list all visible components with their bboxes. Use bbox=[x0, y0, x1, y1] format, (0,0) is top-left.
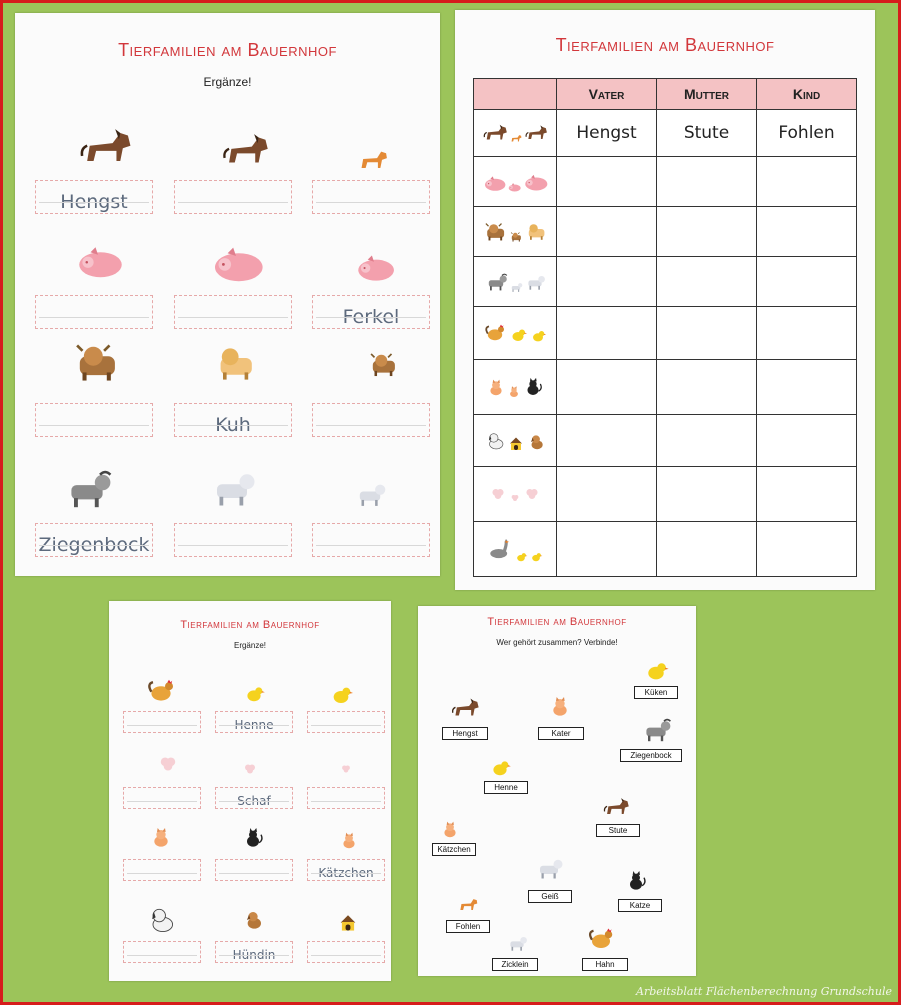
table-cell[interactable] bbox=[757, 360, 857, 415]
worksheet-title: Tierfamilien am Bauernhof bbox=[487, 616, 627, 628]
cow-icon bbox=[211, 341, 259, 387]
table-cell[interactable] bbox=[557, 157, 657, 207]
tomcat-icon bbox=[149, 823, 173, 853]
table-header-corner bbox=[474, 79, 557, 110]
sheep-icon bbox=[241, 761, 259, 777]
worksheet-verbinde bbox=[418, 606, 696, 976]
answer-field[interactable] bbox=[312, 523, 430, 557]
table-row bbox=[474, 360, 857, 415]
table-cell[interactable] bbox=[757, 415, 857, 467]
horse-icon bbox=[77, 119, 133, 175]
label-henne[interactable]: Henne bbox=[484, 781, 528, 794]
table-cell[interactable]: Hengst bbox=[557, 110, 657, 157]
table-row bbox=[474, 207, 857, 257]
goat-icon bbox=[534, 852, 564, 884]
tomcat-icon bbox=[548, 692, 572, 722]
label-kaetzchen[interactable]: Kätzchen bbox=[432, 843, 476, 856]
lamb-icon bbox=[339, 763, 353, 775]
chick-icon bbox=[325, 685, 357, 705]
table-cell[interactable] bbox=[757, 157, 857, 207]
label-hengst[interactable]: Hengst bbox=[442, 727, 488, 740]
worksheet-instruction: Ergänze! bbox=[203, 75, 252, 89]
answer-field[interactable] bbox=[123, 711, 201, 733]
table-cell[interactable] bbox=[557, 307, 657, 360]
foal-icon bbox=[456, 892, 480, 916]
footer-caption: Arbeitsblatt Flächenberechnung Grundschule bbox=[636, 985, 892, 998]
worksheet-instruction: Ergänze! bbox=[233, 641, 267, 650]
label-kater[interactable]: Kater bbox=[538, 727, 584, 740]
dog-family-icon bbox=[474, 415, 557, 467]
label-zicklein[interactable]: Zicklein bbox=[492, 958, 538, 971]
answer-field[interactable] bbox=[307, 941, 385, 963]
answer-field[interactable]: Kätzchen bbox=[307, 859, 385, 881]
table-cell[interactable] bbox=[657, 307, 757, 360]
answer-field[interactable]: Kuh bbox=[174, 403, 292, 437]
goat-family-icon bbox=[474, 257, 557, 307]
pig-icon bbox=[73, 241, 123, 281]
table-cell[interactable] bbox=[557, 415, 657, 467]
worksheet-table bbox=[455, 10, 875, 590]
label-hahn[interactable]: Hahn bbox=[582, 958, 628, 971]
hen-icon bbox=[242, 683, 266, 705]
horse-icon bbox=[450, 692, 480, 724]
kid-goat-icon bbox=[353, 477, 387, 511]
worksheet-title: Tierfamilien am Bauernhof bbox=[118, 40, 337, 60]
table-cell[interactable] bbox=[657, 157, 757, 207]
cat-icon bbox=[241, 823, 265, 853]
worksheet-title: Tierfamilien am Bauernhof bbox=[180, 619, 320, 631]
table-cell[interactable] bbox=[557, 257, 657, 307]
table-cell[interactable] bbox=[757, 467, 857, 522]
goose-family-icon bbox=[474, 522, 557, 577]
table-row bbox=[474, 110, 857, 157]
hen-icon bbox=[488, 758, 512, 778]
worksheet-title: Tierfamilien am Bauernhof bbox=[555, 35, 775, 55]
kitten-icon bbox=[339, 829, 359, 853]
chicken-family-icon bbox=[474, 307, 557, 360]
horse-icon bbox=[220, 125, 270, 175]
pig-icon bbox=[208, 241, 264, 285]
table-row bbox=[474, 415, 857, 467]
table-row bbox=[474, 467, 857, 522]
chick-icon bbox=[642, 660, 670, 682]
table-cell[interactable] bbox=[657, 522, 757, 577]
worksheet-ergaenze-large bbox=[15, 13, 440, 576]
table-cell[interactable] bbox=[757, 307, 857, 360]
family-table bbox=[473, 78, 857, 577]
goat-icon bbox=[61, 463, 113, 515]
cat-family-icon bbox=[474, 360, 557, 415]
answer-field[interactable]: Henne bbox=[215, 711, 293, 733]
label-geiss[interactable]: Geiß bbox=[528, 890, 572, 903]
label-ziegenbock[interactable]: Ziegenbock bbox=[620, 749, 682, 762]
worksheet-instruction: Wer gehört zusammen? Verbinde! bbox=[496, 638, 618, 647]
table-cell[interactable] bbox=[557, 467, 657, 522]
answer-field[interactable] bbox=[307, 787, 385, 809]
table-cell[interactable] bbox=[557, 522, 657, 577]
answer-field[interactable] bbox=[35, 403, 153, 437]
table-cell[interactable] bbox=[657, 207, 757, 257]
answer-field[interactable]: Ziegenbock bbox=[35, 523, 153, 557]
kid-goat-icon bbox=[506, 930, 528, 956]
table-cell[interactable]: Fohlen bbox=[757, 110, 857, 157]
table-cell[interactable] bbox=[557, 360, 657, 415]
table-row bbox=[474, 307, 857, 360]
goat-icon bbox=[640, 714, 672, 746]
calf-icon bbox=[366, 349, 400, 381]
horse-icon bbox=[602, 792, 630, 822]
table-cell[interactable] bbox=[557, 207, 657, 257]
label-katze[interactable]: Katze bbox=[618, 899, 662, 912]
table-cell[interactable]: Stute bbox=[657, 110, 757, 157]
answer-field[interactable] bbox=[123, 941, 201, 963]
answer-field[interactable] bbox=[123, 859, 201, 881]
answer-field[interactable] bbox=[174, 295, 292, 329]
answer-field[interactable]: Hengst bbox=[35, 180, 153, 214]
table-cell[interactable] bbox=[657, 257, 757, 307]
worksheet-ergaenze-small bbox=[109, 601, 391, 981]
kitten-icon bbox=[440, 818, 460, 842]
horse-family-icon bbox=[474, 110, 557, 157]
dog-icon bbox=[145, 905, 177, 935]
puppy-icon bbox=[337, 911, 359, 933]
dog-icon bbox=[241, 907, 265, 933]
table-header-kind: Kind bbox=[757, 79, 857, 110]
answer-field[interactable]: Ferkel bbox=[312, 295, 430, 329]
label-kueken[interactable]: Küken bbox=[634, 686, 678, 699]
answer-field[interactable]: Hündin bbox=[215, 941, 293, 963]
answer-field[interactable] bbox=[174, 523, 292, 557]
table-header-vater: Vater bbox=[557, 79, 657, 110]
piglet-icon bbox=[353, 251, 395, 283]
answer-field[interactable] bbox=[35, 295, 153, 329]
goat-icon bbox=[207, 463, 257, 513]
cat-icon bbox=[624, 866, 648, 896]
table-row bbox=[474, 522, 857, 577]
label-fohlen[interactable]: Fohlen bbox=[446, 920, 490, 933]
foal-icon bbox=[355, 141, 391, 177]
ram-icon bbox=[155, 753, 181, 775]
rooster-icon bbox=[586, 924, 616, 954]
answer-field[interactable] bbox=[215, 859, 293, 881]
table-row bbox=[474, 257, 857, 307]
table-header-mutter: Mutter bbox=[657, 79, 757, 110]
answer-field[interactable] bbox=[312, 180, 430, 214]
table-row bbox=[474, 157, 857, 207]
answer-field[interactable] bbox=[312, 403, 430, 437]
answer-field[interactable]: Schaf bbox=[215, 787, 293, 809]
table-cell[interactable] bbox=[657, 360, 757, 415]
table-cell[interactable] bbox=[757, 522, 857, 577]
label-stute[interactable]: Stute bbox=[596, 824, 640, 837]
sheep-family-icon bbox=[474, 467, 557, 522]
pig-family-icon bbox=[474, 157, 557, 207]
table-cell[interactable] bbox=[757, 207, 857, 257]
table-cell[interactable] bbox=[657, 415, 757, 467]
answer-field[interactable] bbox=[307, 711, 385, 733]
bull-icon bbox=[69, 339, 123, 387]
answer-field[interactable] bbox=[174, 180, 292, 214]
answer-field[interactable] bbox=[123, 787, 201, 809]
cow-family-icon bbox=[474, 207, 557, 257]
rooster-icon bbox=[145, 677, 177, 705]
table-cell[interactable] bbox=[657, 467, 757, 522]
table-cell[interactable] bbox=[757, 257, 857, 307]
